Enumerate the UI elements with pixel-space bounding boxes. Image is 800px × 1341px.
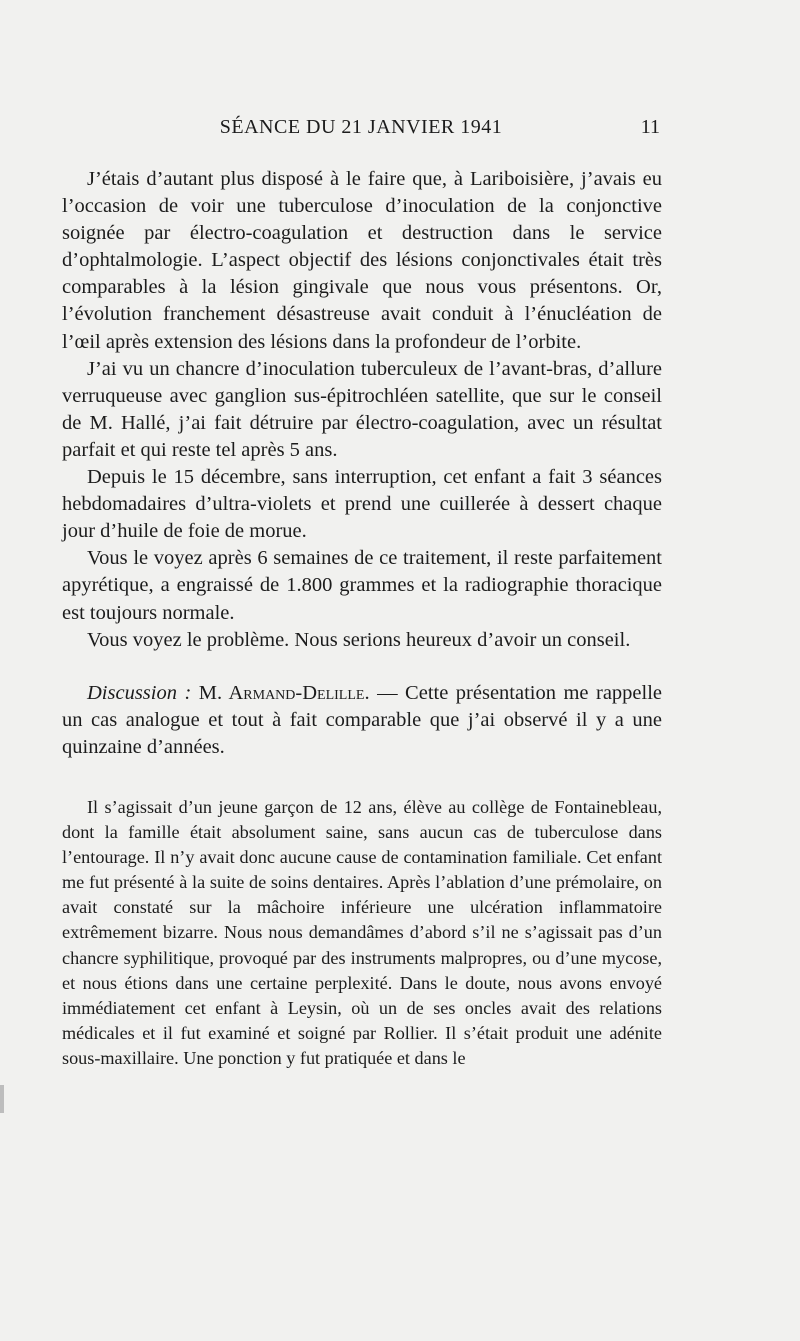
discussion-author: M. Armand-Delille. bbox=[198, 681, 370, 704]
discussion-label: Discussion : bbox=[87, 681, 192, 704]
paragraph-4: Vous le voyez après 6 semaines de ce traitement, il reste parfaitement apyrétique, a engraissé de 1.800 grammes et la radiographie thoracique est toujours normale. bbox=[62, 547, 662, 624]
page-header bbox=[62, 116, 660, 146]
scan-margin-mark bbox=[0, 1085, 4, 1113]
paragraph-5: Vous voyez le problème. Nous serions heureux d’avoir un conseil. bbox=[87, 628, 631, 651]
paragraph-2: J’ai vu un chancre d’inoculation tuberculeux de l’avant-bras, d’allure verruqueuse avec ganglion sus-épitrochléen satellite, que sur le conseil de M. Hallé, j’ai fait détruire par électro-coagulation, avec un résultat parfait et qui reste tel après 5 ans. bbox=[62, 357, 662, 461]
paragraph-3: Depuis le 15 décembre, sans interruption, cet enfant a fait 3 séances hebdomadaires d’ultra-violets et prend une cuillerée à dessert chaque jour d’huile de foie de morue. bbox=[62, 466, 662, 543]
body-text bbox=[62, 166, 662, 1071]
paragraph-1: J’étais d’autant plus disposé à le faire que, à Lariboisière, j’avais eu l’occasion de voir une tuberculose d’inoculation de la conjonctive soignée par électro-coagulation et destruction dans le service d’ophtalmologie. L’aspect objectif des lésions conjonctivales était très comparables à la lésion gingivale que nous vous présentons. Or, l’évolution franchement désastreuse avait conduit à l’énucléation de l’œil après extension des lésions dans la profondeur de l’orbite. bbox=[62, 168, 662, 353]
page-number: 11 bbox=[640, 116, 660, 138]
running-head: SÉANCE DU 21 JANVIER 1941 bbox=[219, 116, 503, 138]
discussion-paragraph bbox=[62, 680, 662, 761]
discussion-text: — Cette présentation me rappelle un cas analogue et tout à fait comparable que j’ai observé il y a une quinzaine d’années. bbox=[62, 681, 663, 758]
small-print-paragraph: Il s’agissait d’un jeune garçon de 12 ans, élève au collège de Fontainebleau, dont la famille était absolument saine, sans aucun cas de tuberculose dans l’entourage. Il n’y avait donc aucune cause de contamination familiale. Cet enfant me fut présenté à la suite de soins dentaires. Après l’ablation d’une prémolaire, on avait constaté sur la mâchoire inférieure une ulcération inflammatoire extrêmement bizarre. Nous nous demandâmes d’abord s’il ne s’agissait pas d’un chancre syphilitique, provoqué par des instruments malpropres, ou d’une mycose, et nous étions dans une certaine perplexité. Dans le doute, nous avons envoyé immédiatement cet enfant à Leysin, où un de ses oncles avait des relations médicales et il fut examiné et soigné par Rollier. Il s’était produit une adénite sous-maxillaire. Une ponction y fut pratiquée et dans le bbox=[62, 796, 662, 1068]
